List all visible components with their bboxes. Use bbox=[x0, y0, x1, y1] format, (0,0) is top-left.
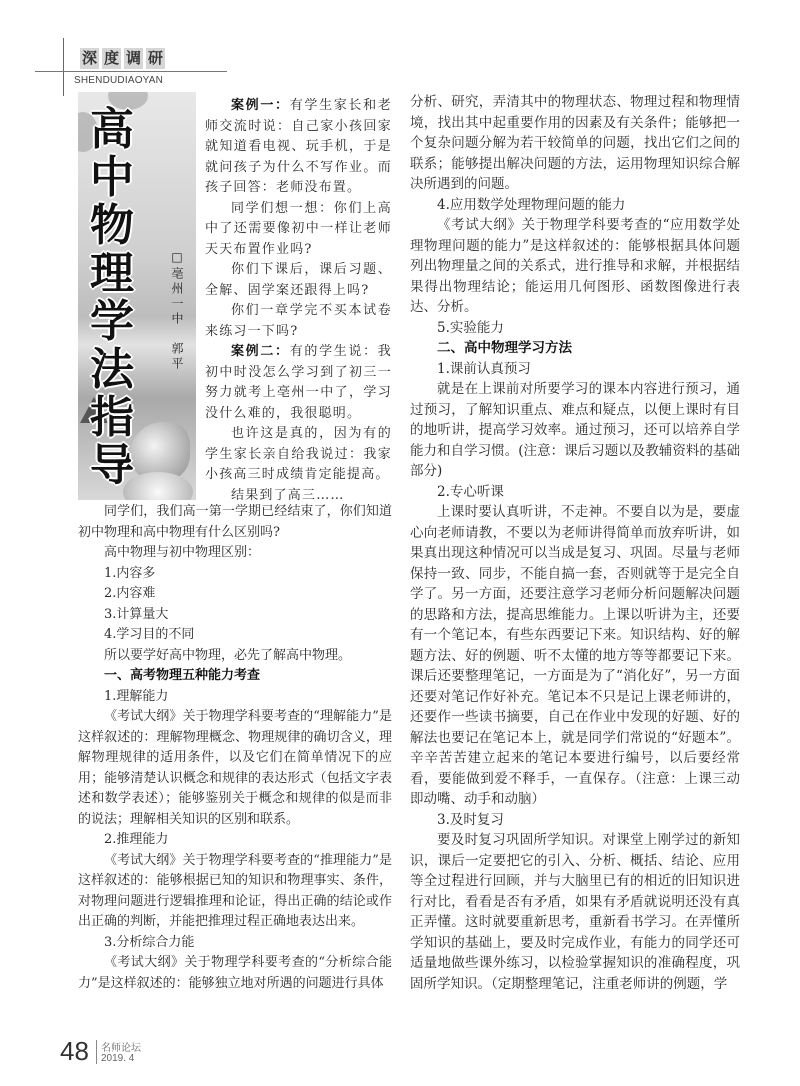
paragraph: 《考试大纲》关于物理学科要考查的“应用数学处理物理问题的能力”是这样叙述的：能够根据具体问题列出物理量之间的关系式，进行推导和求解，并根据结果得出物理结论；能运用几何图形、函数图像进行表达、分析。 bbox=[410, 217, 740, 315]
magazine-name: 名师论坛 bbox=[101, 1043, 141, 1054]
paragraph: 5.实验能力 bbox=[437, 319, 504, 336]
case-paragraph bbox=[205, 260, 392, 301]
paragraph-continued: 分析、研究，弄清其中的物理状态、物理过程和物理情境，找出其中起重要作用的因素及有关条件；能够把一个复杂问题分解为若干较简单的问题，找出它们之间的联系；能够提出解决问题的方法，运用物理知识综合解决所遇到的问题。 bbox=[410, 94, 740, 192]
paragraph: 《考试大纲》关于物理学科要考查的“分析综合能力”是这样叙述的：能够独立地对所遇的问题进行具体 bbox=[78, 955, 392, 991]
case-label: 案例一： bbox=[231, 98, 290, 113]
title-char: 中 bbox=[90, 152, 134, 203]
section-heading: 二、高中物理学习方法 bbox=[437, 340, 572, 356]
case-block bbox=[205, 96, 392, 506]
case-text: 你们下课后，课后习题、全解、固学案还跟得上吗? bbox=[205, 262, 392, 298]
paragraph: 《考试大纲》关于物理学科要考查的“推理能力”是这样叙述的：能够根据已知的知识和物理事实、条件，对物理问题进行逻辑推理和论证，得出正确的结论或作出正确的判断，并能把推理过程正确地表达出来。 bbox=[78, 852, 392, 929]
paragraph: 2.专心听课 bbox=[437, 483, 504, 500]
title-char: 学 bbox=[90, 296, 134, 347]
paragraph: 就是在上课前对所要学习的课本内容进行预习，通过预习，了解知识重点、难点和疑点，以便上课时有目的地听讲，提高学习效率。通过预习，还可以培养自学能力和自学习惯。(注意：课后习题以及教辅资料的基础部分) bbox=[410, 381, 740, 479]
paragraph: 3.分析综合力能 bbox=[104, 934, 195, 950]
title-char: 法 bbox=[90, 344, 134, 395]
paragraph: 高中物理与初中物理区别： bbox=[104, 545, 261, 560]
case-text: 结果到了高三…… bbox=[231, 487, 345, 503]
case-text: 你们一章学完不买本试卷来练习一下吗? bbox=[205, 303, 392, 339]
title-illustration bbox=[78, 92, 196, 500]
article-title bbox=[84, 106, 140, 490]
paragraph: 2.内容难 bbox=[104, 586, 156, 601]
title-char: 指 bbox=[90, 392, 134, 443]
title-char: 高 bbox=[90, 104, 134, 155]
paragraph: 1.内容多 bbox=[104, 565, 156, 581]
paragraph: 《考试大纲》关于物理学科要考查的“理解能力”是这样叙述的：理解物理概念、物理规律的确切含义，理解物理规律的适用条件，以及它们在简单情况下的应用；能够清楚认识概念和规律的表达形式（包括文字表述和数学表述）；能够鉴别关于概念和规律的似是而非的说法；理解相关知识的区别和联系。 bbox=[78, 709, 392, 827]
case-text: 有学生家长和老师交流时说：自己家小孩回家就知道看电视、玩手机，于是就问孩子为什么不写作业。而孩子回答：老师没布置。 bbox=[205, 98, 392, 195]
case-paragraph bbox=[205, 342, 392, 424]
paragraph: 1.理解能力 bbox=[104, 688, 169, 704]
footer-divider bbox=[96, 1040, 97, 1064]
right-column bbox=[410, 92, 740, 994]
section-char: 深 bbox=[82, 49, 98, 67]
title-char: 导 bbox=[90, 440, 134, 491]
case-text: 同学们想一想：你们上高中了还需要像初中一样让老师天天布置作业吗? bbox=[205, 200, 392, 257]
case-paragraph bbox=[205, 424, 392, 486]
case-label: 案例二： bbox=[231, 344, 290, 359]
case-text: 有的学生说：我初中时没怎么学习到了初三一努力就考上亳州一中了，学习没什么难的，我很聪明。 bbox=[205, 344, 392, 421]
section-heading: 一、高考物理五种能力考查 bbox=[104, 668, 261, 683]
left-column bbox=[78, 502, 392, 994]
header-horizontal-rule bbox=[35, 71, 227, 72]
title-char: 理 bbox=[90, 248, 134, 299]
paragraph: 上课时要认真听讲，不走神。不要自以为是，要虚心向老师请教，不要以为老师讲得简单而放弃听讲，如果真出现这种情况可以当成是复习、巩固。尽量与老师保持一致、同步，不能自搞一套，否则就等于是完全自学了。另一方面，还要注意学习老师分析问题解决问题的思路和方法，提高思维能力。上课以听讲为主，还要有一个笔记本，有些东西要记下来。知识结构、好的解题方法、好的例题、听不太懂的地方等等都要记下来。课后还要整理笔记，一方面是为了“消化好”，另一方面还要对笔记作好补充。笔记本不只是记上课老师讲的，还要作一些读书摘要，自己在作业中发现的好题、好的解法也要记在笔记本上，就是同学们常说的“好题本”。辛辛苦苦建立起来的笔记本要进行编号，以后要经常看，要能做到爱不释手，一直保存。（注意：上课三动即动嘴、动手和动脑） bbox=[410, 504, 740, 807]
title-char: 物 bbox=[90, 200, 134, 251]
page-number: 48 bbox=[60, 1036, 89, 1066]
case-paragraph bbox=[205, 96, 392, 199]
section-title bbox=[80, 48, 165, 69]
paragraph: 1.课前认真预习 bbox=[437, 360, 531, 377]
paragraph: 所以要学好高中物理，必先了解高中物理。 bbox=[104, 647, 352, 663]
paragraph: 2.推理能力 bbox=[104, 832, 169, 847]
paragraph: 要及时复习巩固所学知识。对课堂上刚学过的新知识，课后一定要把它的引入、分析、概括、结论、应用等全过程进行回顾，并与大脑里已有的相近的旧知识进行对比，看看是否有矛盾，如果有矛盾就说明还没有真正弄懂。这时就要重新思考，重新看书学习。在弄懂所学知识的基础上，要及时完成作业，有能力的同学还可适量地做些课外练习，以检验掌握知识的准确程度，巩固所学知识。（定期整理笔记，注重老师讲的例题，学 bbox=[410, 832, 740, 992]
header-vertical-rule bbox=[63, 38, 64, 96]
case-paragraph bbox=[205, 199, 392, 261]
paragraph: 4.学习目的不同 bbox=[104, 627, 195, 642]
section-char: 度 bbox=[104, 49, 120, 67]
case-paragraph bbox=[205, 301, 392, 342]
case-text: 也许这是真的，因为有的学生家长亲自给我说过：我家小孩高三时成绩肯定能提高。 bbox=[205, 426, 392, 482]
article-author: □亳州一中 郭平 bbox=[170, 250, 184, 372]
section-char: 研 bbox=[148, 49, 164, 67]
paragraph: 同学们，我们高一第一学期已经结束了，你们知道初中物理和高中物理有什么区别吗? bbox=[78, 504, 392, 540]
section-pinyin: SHENDUDIAOYAN bbox=[74, 75, 164, 86]
issue-date: 2019. 4 bbox=[101, 1053, 135, 1064]
paragraph: 4.应用数学处理物理问题的能力 bbox=[437, 196, 626, 213]
paragraph: 3.计算量大 bbox=[104, 606, 169, 622]
section-char: 调 bbox=[126, 49, 142, 67]
paragraph: 3.及时复习 bbox=[437, 811, 504, 828]
